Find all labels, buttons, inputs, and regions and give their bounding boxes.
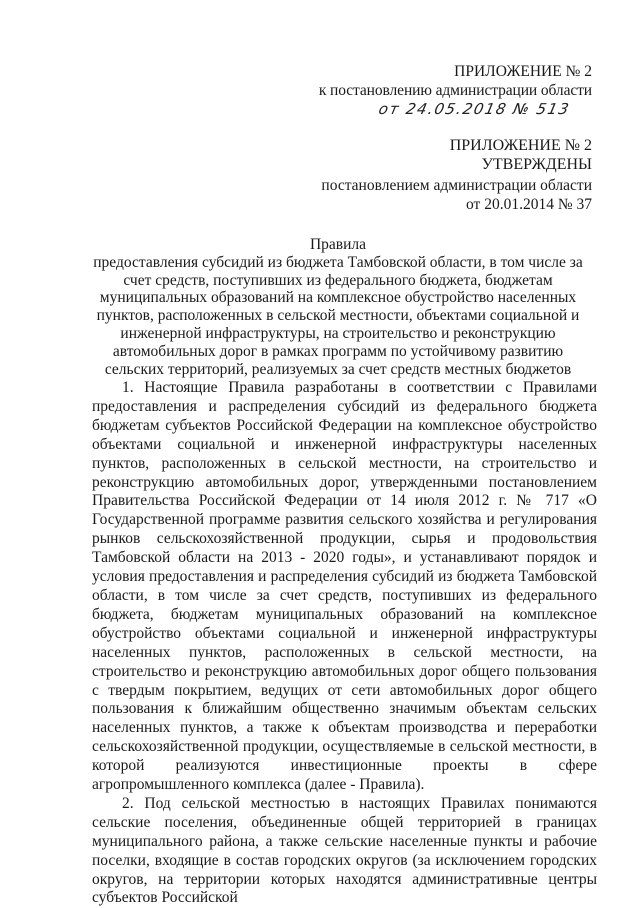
approved-label: УТВЕРЖДЕНЫ	[481, 156, 592, 173]
document-title: Правила	[309, 236, 367, 253]
paragraph-1: 1. Настоящие Правила разработаны в соответствии с Правилами предоставления и распределения субсидий из федерального бюджета бюджетам субъектов Российской Федерации на комплексное обустройство объектами социальной и инженерной инфраструктуры населенных пунктов, расположенных в сельской местности, на строительство и реконструкцию автомобильных дорог, утвержденными постановлением Правительства Российской Федерации от 14 июля 2012 г. № 717 «О Государственной программе развития сельского хозяйства и регулирования рынков сельскохозяйственной продукции, сырья и продовольствия Тамбовской области на 2013 - 2020 годы», и устанавливают порядок и условия предоставления и распределения субсидий из бюджета Тамбовской области, в том числе за счет средств, поступивших из федерального бюджета, бюджетам муниципальных образований на комплексное обустройство объектами социальной и инженерной инфраструктуры населенных пунктов, расположенных в сельской местности, на строительство и реконструкцию автомобильных дорог общего пользования с твердым покрытием, ведущих от сети автомобильных дорог общего пользования к ближайшим общественно значимым объектам сельских населенных пунктов, а также к объектам производства и переработки сельскохозяйственной продукции, осуществляемые в сельской местности, в которой реализуются инвестиционные проекты в сфере агропромышленного комплекса (далее - Правила).	[92, 379, 597, 794]
handwritten-date-number: от 24.05.2018 № 513	[377, 100, 572, 118]
document-subtitle: предоставления субсидий из бюджета Тамбовской области, в том числе за счет средств, поступивших из федерального бюджета, бюджетам муниципальных образований на комплексное обустройство населенных пунктов, расположенных в сельской местности, объектами социальной и инженерной инфраструктуры, на строительство и реконструкцию автомобильных дорог в рамках программ по устойчивому развитию сельских территорий, реализуемых за счет средств местных бюджетов	[93, 253, 583, 378]
appendix-label-original: ПРИЛОЖЕНИЕ № 2	[449, 137, 592, 154]
resolution-reference: к постановлению администрации области	[318, 82, 592, 99]
resolution-date-number: от 20.01.2014 № 37	[466, 196, 592, 213]
amendment-header	[319, 62, 592, 100]
approved-by-resolution: постановлением администрации области	[321, 177, 592, 194]
appendix-label: ПРИЛОЖЕНИЕ № 2	[454, 63, 592, 80]
document-body	[92, 379, 597, 908]
original-header	[321, 136, 592, 214]
paragraph-2: 2. Под сельской местностью в настоящих Правилах понимаются сельские поселения, объединенные общей территорией в границах муниципального района, а также сельские населенные пункты и рабочие поселки, входящие в состав городских округов (за исключением городских округов, на территории которых находятся административные центры субъектов Российской	[92, 794, 597, 907]
document-title-block	[92, 236, 584, 378]
